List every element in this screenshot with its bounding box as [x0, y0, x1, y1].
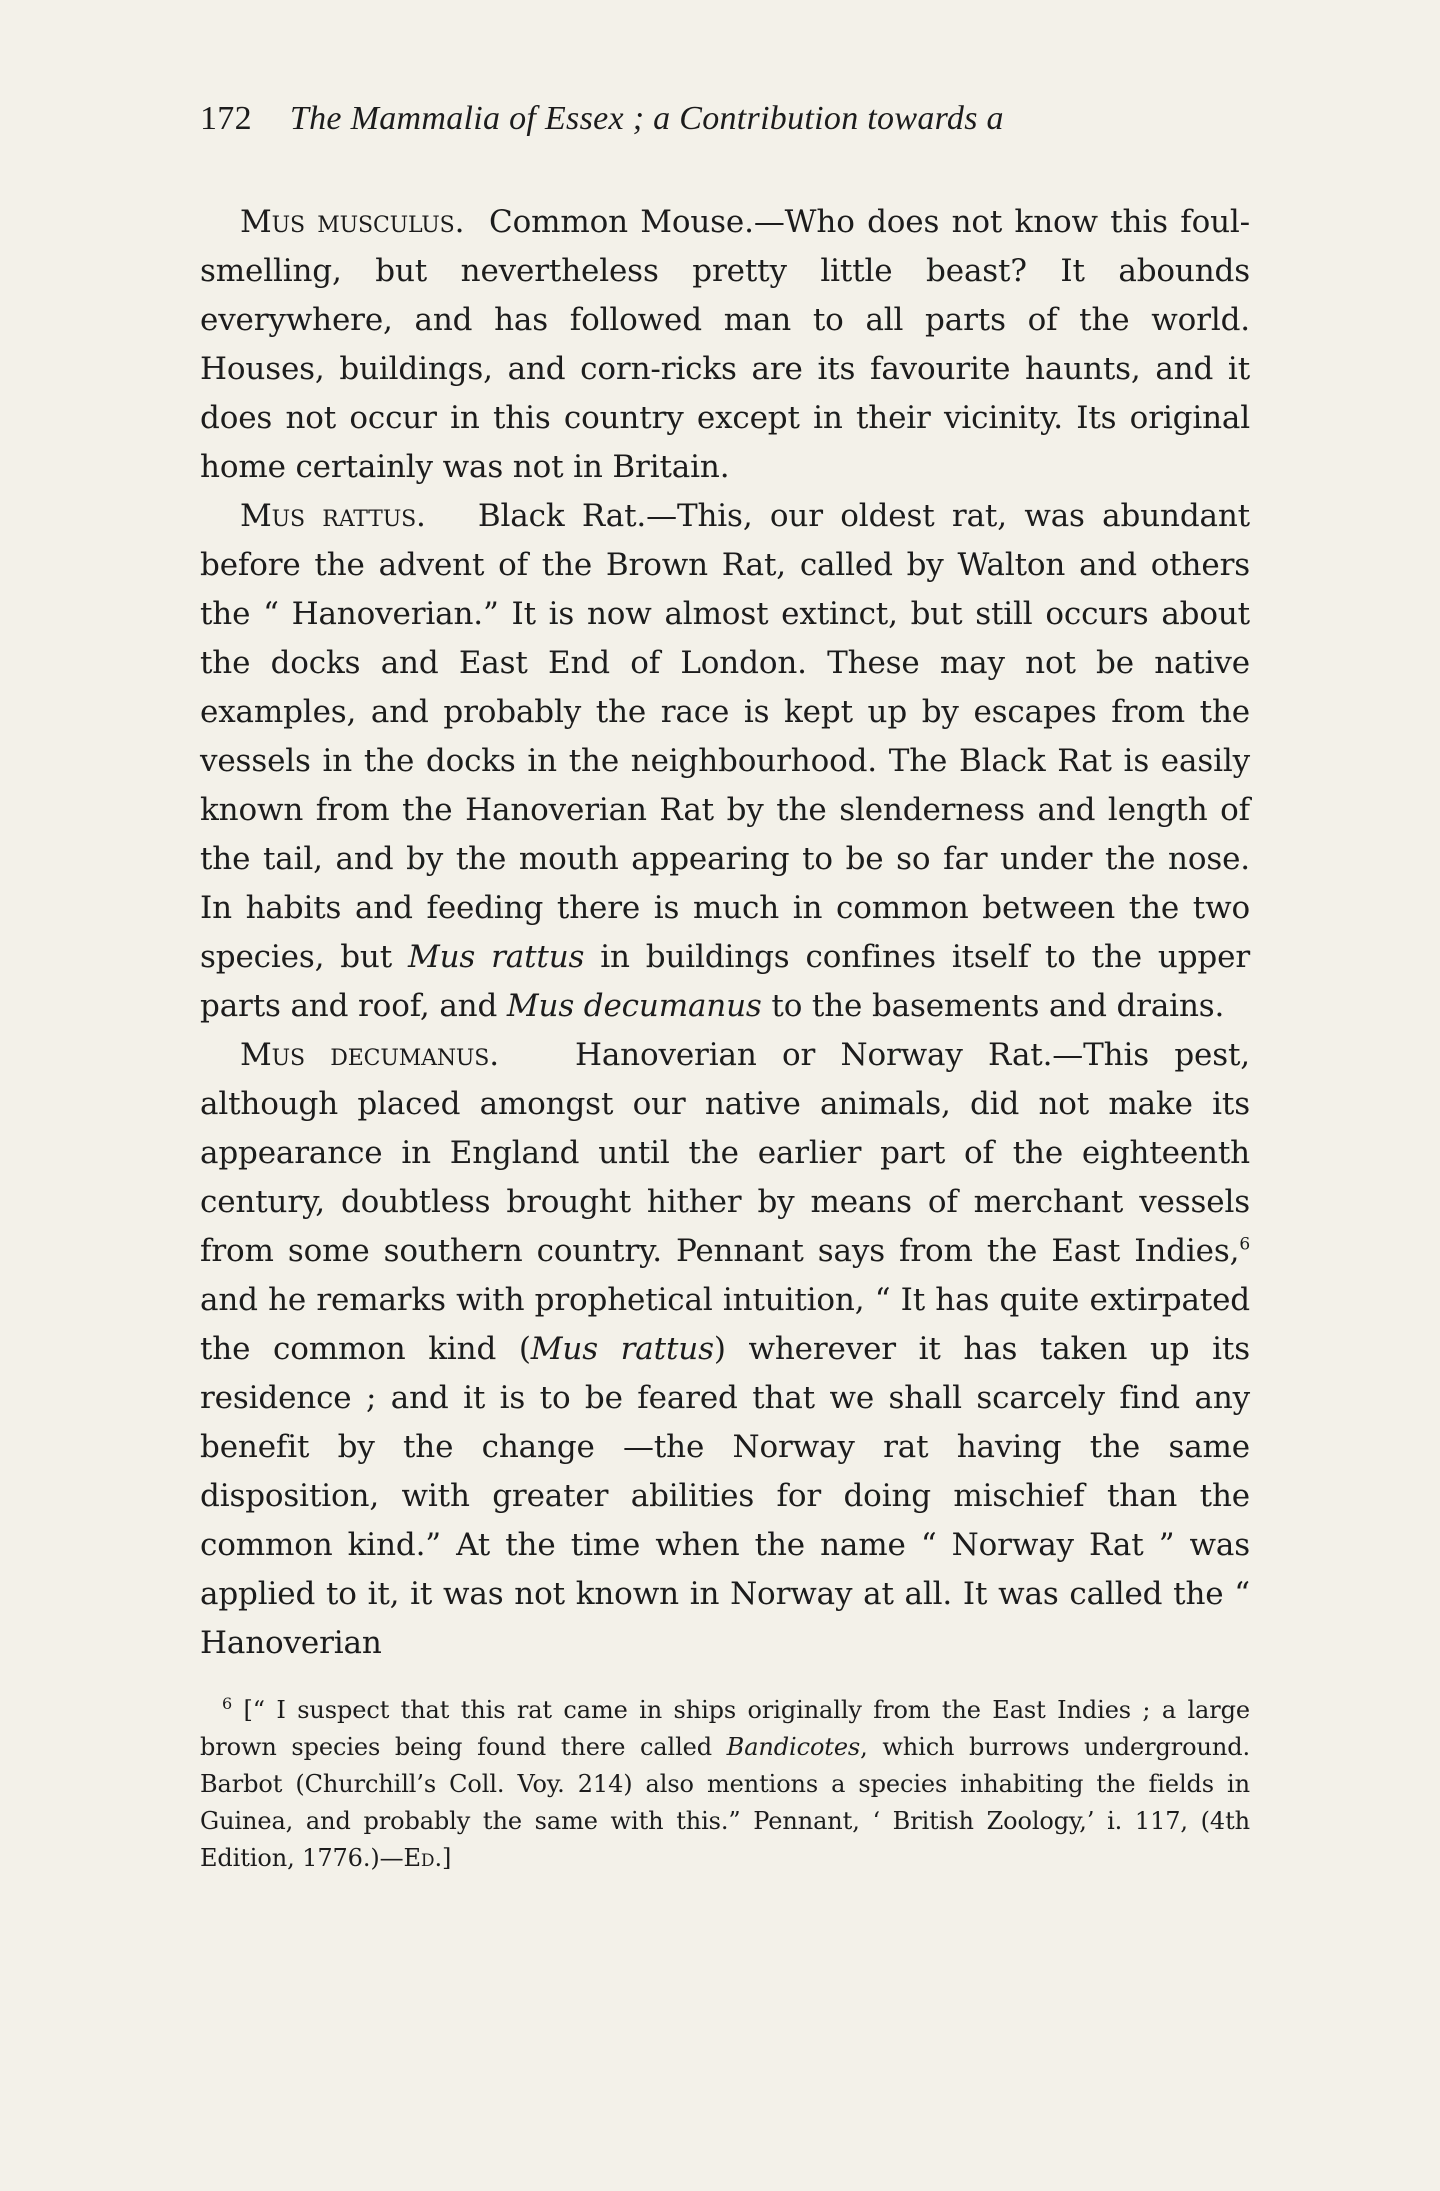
paragraph-text: Common Mouse.—Who does not know this foul-smelling, but nevertheless pretty little beast? It abounds everywhere, and has followed man to all parts of the world. Houses, buildings, and corn-ricks are its favourite haunts, and it does not occur in this country except in their vicinity. Its original home certainly was not in Britain. — [200, 204, 1250, 485]
body-text — [200, 198, 1250, 1668]
book-page — [200, 100, 1250, 1877]
species-italic: Mus rattus — [408, 939, 585, 975]
footnote-text: [“ I suspect that this rat came in ships originally from the East Indies ; a large brown species being found there called — [200, 1696, 1251, 1761]
paragraph-text: to the basements and drains. — [771, 988, 1225, 1024]
footnote-reference[interactable]: 6 — [1239, 1234, 1250, 1255]
paragraph-text: Black Rat.—This, our oldest rat, was abundant before the advent of the Brown Rat, called by Walton and others the “ Hanoverian.” It is now almost extinct, but still occurs about the docks and East End of London. These may not be native examples, and probably the race is kept up by escapes from the vessels in the docks in the neighbourhood. The Black Rat is easily known from the Hanoverian Rat by the slenderness and length of the tail, and by the mouth appearing to be so far under the nose. In habits and feeding there is much in common between the two species, but — [200, 498, 1250, 975]
paragraph-mus-musculus — [200, 198, 1250, 492]
species-name: Mus decumanus. — [240, 1037, 499, 1073]
running-head-title: The Mammalia of Essex ; a Contribution towards a — [289, 100, 1004, 137]
species-italic: Mus rattus — [530, 1331, 714, 1367]
paragraph-text: in buildings confines itself to the upper parts and roof, and — [200, 939, 1250, 1024]
footnote-editor: Ed. — [403, 1844, 442, 1872]
running-head — [200, 100, 1250, 156]
footnote-close: ] — [442, 1844, 452, 1872]
paragraph-text: Hanoverian or Norway Rat.—This pest, although placed amongst our native animals, did not make its appearance in England until the earlier part of the eighteenth century, doubtless brought hither by means of merchant vessels from some southern country. Pennant says from the East Indies, — [200, 1037, 1251, 1269]
footnote-italic: Bandicotes — [726, 1733, 861, 1761]
footnote-text: , which burrows underground. Barbot (Churchill’s Coll. Voy. 214) also mentions a species inhabiting the fields in Guinea, and probably the same with this.” Pennant, ‘ British Zoology,’ i. 117, (4th Edition, 1776.)— — [200, 1733, 1250, 1872]
paragraph-mus-decumanus — [200, 1031, 1250, 1668]
species-name: Mus rattus. — [240, 498, 426, 534]
paragraph-mus-rattus — [200, 492, 1250, 1031]
page-number: 172 — [200, 100, 252, 137]
species-name: Mus musculus. — [240, 204, 465, 240]
species-italic: Mus decumanus — [506, 988, 762, 1024]
footnote — [200, 1692, 1250, 1877]
paragraph-text: ) wherever it has taken up its residence ; and it is to be feared that we shall scarcely find any benefit by the change —the Norway rat having the same disposition, with greater abilities for doing mischief than the common kind.” At the time when the name “ Norway Rat ” was applied to it, it was not known in Norway at all. It was called the “ Hanoverian — [200, 1331, 1250, 1661]
footnote-marker: 6 — [222, 1694, 233, 1713]
paragraph-text: and he remarks with prophetical intuition, “ It has quite extirpated the common kind ( — [200, 1282, 1250, 1367]
